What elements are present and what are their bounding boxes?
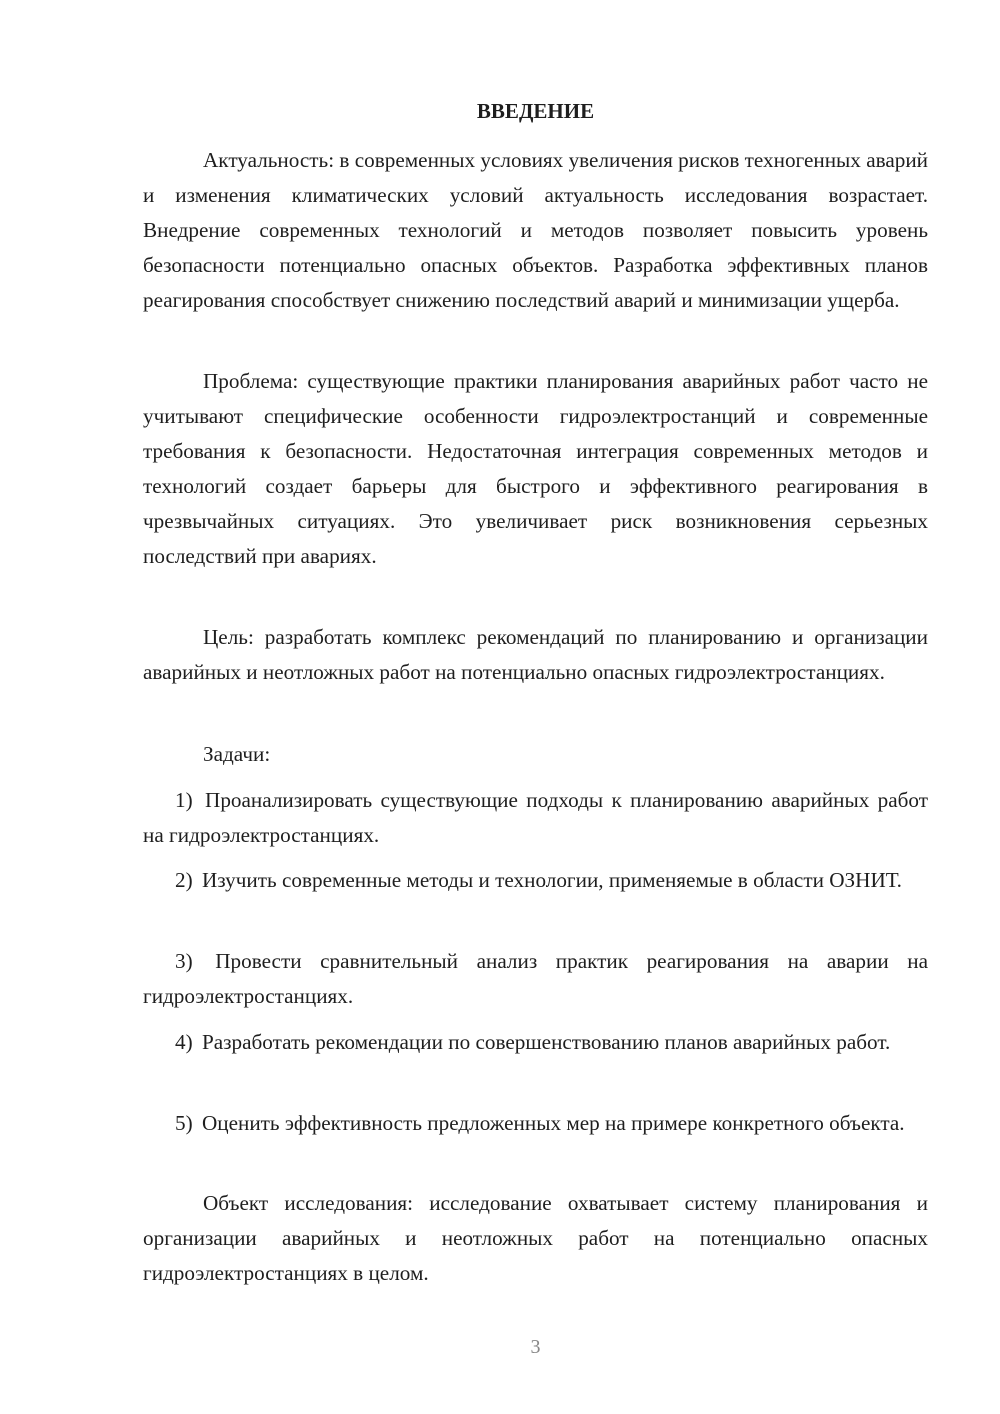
task-text: Изучить современные методы и технологии, применяемые в области ОЗНИТ. xyxy=(201,868,902,892)
task-number: 2) xyxy=(175,868,193,892)
task-text: Провести сравнительный анализ практик реагирования на аварии на гидроэлектростанциях. xyxy=(143,949,928,1008)
paragraph-problem: Проблема: существующие практики планирования аварийных работ часто не учитывают специфические особенности гидроэлектростанций и современные требования к безопасности. Недостаточная интеграция современных методов и технологий создает барьеры для быстрого и эффективного реагирования в чрезвычайных ситуациях. Это увеличивает риск возникновения серьезных последствий при авариях. xyxy=(143,369,928,568)
paragraph-object: Объект исследования: исследование охватывает систему планирования и организации аварийных и неотложных работ на потенциально опасных гидроэлектростанциях в целом. xyxy=(143,1191,928,1285)
paragraph-goal: Цель: разработать комплекс рекомендаций по планированию и организации аварийных и неотложных работ на потенциально опасных гидроэлектростанциях. xyxy=(143,625,928,684)
task-item-1 xyxy=(143,783,928,853)
task-item-2 xyxy=(143,863,928,898)
task-number: 1) xyxy=(175,788,193,812)
task-number: 5) xyxy=(175,1111,193,1135)
task-item-4 xyxy=(143,1025,928,1060)
task-item-5 xyxy=(143,1106,928,1141)
task-text: Оценить эффективность предложенных мер на примере конкретного объекта. xyxy=(201,1111,905,1135)
document-page xyxy=(143,0,928,1414)
task-text: Разработать рекомендации по совершенствованию планов аварийных работ. xyxy=(201,1030,891,1054)
tasks-label: Задачи: xyxy=(203,742,271,766)
task-number: 3) xyxy=(175,949,193,973)
task-item-3 xyxy=(143,944,928,1014)
section-heading: ВВЕДЕНИЕ xyxy=(476,99,595,123)
task-text: Проанализировать существующие подходы к планированию аварийных работ на гидроэлектростанциях. xyxy=(143,788,928,847)
task-number: 4) xyxy=(175,1030,193,1054)
page-number: 3 xyxy=(530,1336,541,1358)
paragraph-relevance: Актуальность: в современных условиях увеличения рисков техногенных аварий и изменения климатических условий актуальность исследования возрастает. Внедрение современных технологий и методов позволяет повысить уровень безопасности потенциально опасных объектов. Разработка эффективных планов реагирования способствует снижению последствий аварий и минимизации ущерба. xyxy=(143,148,928,312)
